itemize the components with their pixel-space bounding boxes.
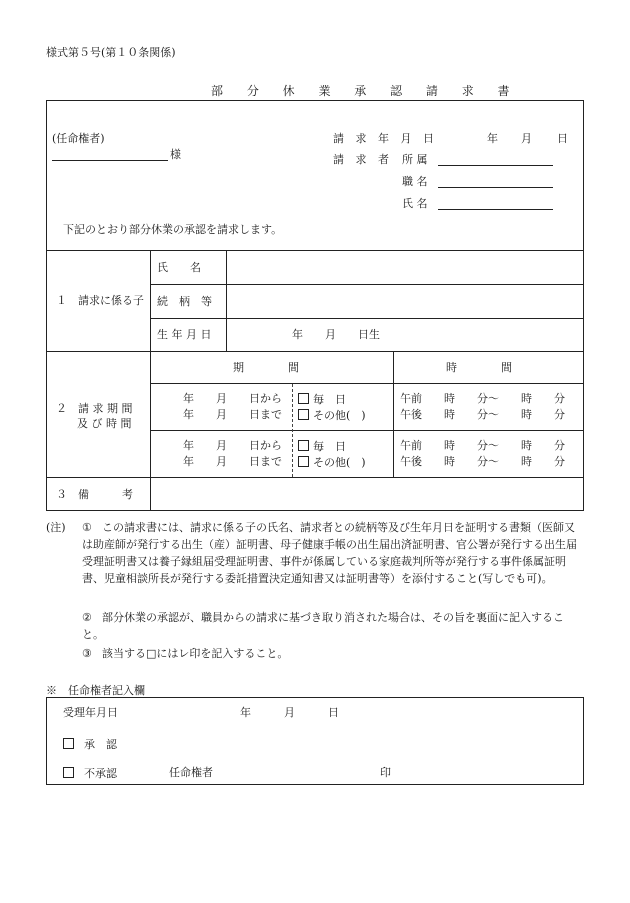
name-label: 氏 名: [402, 197, 428, 210]
request-date-label: 請 求 年 月 日: [333, 132, 438, 145]
checkbox-icon[interactable]: [298, 456, 309, 467]
note2-text: 部分休業の承認が、職員からの請求に基づき取り消された場合は、その旨を裏面に記入すること。: [82, 611, 564, 642]
period-header: 期 間: [233, 361, 299, 374]
row1-pm: 午後 時 分〜 時 分: [400, 408, 565, 421]
opt-other-label: その他( ): [313, 456, 366, 469]
checkbox-icon[interactable]: [298, 393, 309, 404]
request-date-year: 年: [487, 132, 498, 145]
checkbox-icon[interactable]: [298, 440, 309, 451]
col-s2-dashed-divider: [292, 384, 293, 477]
section2-label-line2: 及 び 時 間: [77, 417, 132, 430]
divider-s2-r1: [150, 430, 584, 431]
opt-daily-label: 毎 日: [313, 440, 346, 453]
requester-label: 請 求 者: [333, 153, 393, 166]
disapprove-option[interactable]: [63, 767, 117, 779]
appointer-label: (任命権者): [52, 132, 105, 145]
divider-s1-end: [46, 351, 584, 352]
col-s1-divider: [226, 250, 227, 351]
dept-line: [438, 165, 553, 166]
divider-header: [46, 250, 584, 251]
request-statement: 下記のとおり部分休業の承認を請求します。: [63, 223, 283, 236]
request-date-day: 日: [557, 132, 568, 145]
appointer-name-line: [52, 160, 168, 161]
child-relation-label: 続 柄 等: [157, 295, 212, 308]
row2-to: 年 月 日まで: [183, 455, 282, 468]
form-number: 様式第５号(第１０条関係): [46, 46, 176, 59]
row2-opt-daily[interactable]: [298, 440, 346, 452]
child-name-label: 氏 名: [157, 261, 201, 274]
disapprove-label: 不承認: [84, 767, 117, 780]
honorific: 様: [170, 148, 181, 161]
row2-pm: 午後 時 分〜 時 分: [400, 455, 565, 468]
position-line: [438, 187, 553, 188]
received-date-value: 年 月 日: [240, 706, 339, 719]
row2-from: 年 月 日から: [183, 439, 282, 452]
row1-to: 年 月 日まで: [183, 408, 282, 421]
checkbox-icon[interactable]: [63, 767, 74, 778]
opt-other-label: その他( ): [313, 409, 366, 422]
time-header: 時 間: [446, 361, 512, 374]
divider-s1-r2: [150, 318, 584, 319]
notes-prefix: (注): [46, 521, 66, 534]
col-s2-divider: [393, 351, 394, 477]
page-title: 部 分 休 業 承 認 請 求 書: [211, 84, 520, 98]
approve-label: 承 認: [84, 738, 117, 751]
row2-opt-other[interactable]: [298, 456, 366, 468]
row1-am: 午前 時 分〜 時 分: [400, 392, 565, 405]
name-line: [438, 209, 553, 210]
appointer-signature-label: 任命権者: [169, 766, 213, 779]
child-birth-value: 年 月 日生: [292, 328, 380, 341]
divider-s2-end: [46, 477, 584, 478]
request-date-month: 月: [521, 132, 532, 145]
position-label: 職 名: [402, 175, 428, 188]
note1-mark: ①: [82, 521, 92, 534]
row1-from: 年 月 日から: [183, 392, 282, 405]
section1-label: １ 請求に係る子: [56, 294, 144, 307]
note3-text: 該当する□にはレ印を記入すること。: [102, 647, 289, 660]
checkbox-icon[interactable]: [63, 738, 74, 749]
col-label-divider: [150, 250, 151, 511]
row1-opt-daily[interactable]: [298, 393, 346, 405]
approve-option[interactable]: [63, 738, 117, 750]
row2-am: 午前 時 分〜 時 分: [400, 439, 565, 452]
seal-mark: 印: [380, 766, 391, 779]
dept-label: 所 属: [402, 153, 428, 166]
opt-daily-label: 毎 日: [313, 393, 346, 406]
section3-label: ３ 備 考: [56, 488, 133, 501]
note3-mark: ③: [82, 647, 92, 660]
checkbox-icon[interactable]: [298, 409, 309, 420]
row1-opt-other[interactable]: [298, 409, 366, 421]
appointer-section-header: ※ 任命権者記入欄: [46, 684, 145, 697]
note2-mark: ②: [82, 611, 92, 624]
received-date-label: 受理年月日: [63, 706, 118, 719]
child-birth-label: 生 年 月 日: [157, 328, 212, 341]
note1-text: この請求書には、請求に係る子の氏名、請求者との続柄等及び生年月日を証明する書類（医師又は助産師が発行する出生（産）証明書、母子健康手帳の出生届出済証明書、官公署が発行する出生届受理証明書又は養子縁組届受理証明書、事件が係属している家庭裁判所等が発行する事件係属証明書、児童相談所長が発行する委託措置決定通知書又は証明書等）を添付すること(写しでも可)。: [82, 521, 577, 586]
divider-s1-r1: [150, 284, 584, 285]
section2-label-line1: ２ 請 求 期 間: [56, 402, 133, 415]
divider-s2-header: [150, 383, 584, 384]
